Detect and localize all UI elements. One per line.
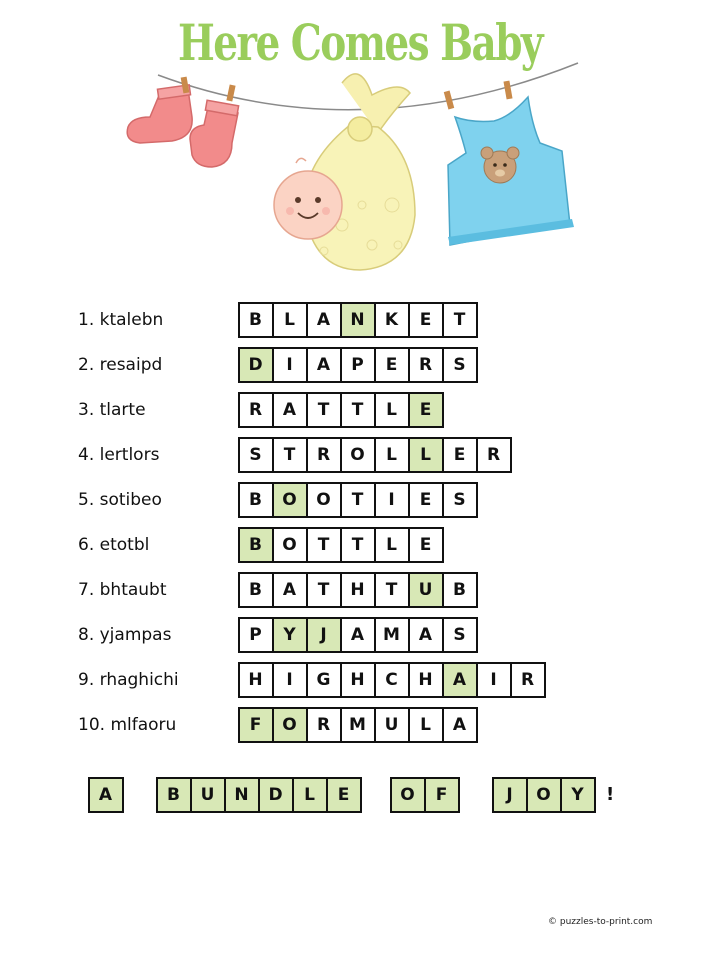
answer-punctuation: !: [606, 784, 615, 805]
letter-box[interactable]: S: [442, 617, 478, 653]
letter-box[interactable]: K: [374, 302, 410, 338]
letter-box[interactable]: T: [442, 302, 478, 338]
scrambled-word-clue: 1. ktalebn: [78, 310, 164, 330]
letter-box[interactable]: I: [476, 662, 512, 698]
letter-box[interactable]: A: [272, 572, 308, 608]
scrambled-word-clue: 6. etotbl: [78, 535, 150, 555]
letter-box[interactable]: L: [374, 392, 410, 428]
answer-letter-box[interactable]: F: [424, 777, 460, 813]
letter-box[interactable]: T: [340, 392, 376, 428]
scrambled-word-clue: 8. yjampas: [78, 625, 172, 645]
letter-box[interactable]: A: [272, 392, 308, 428]
answer-letter-box[interactable]: B: [156, 777, 192, 813]
letter-box[interactable]: I: [272, 347, 308, 383]
letter-box[interactable]: G: [306, 662, 342, 698]
letter-box[interactable]: A: [306, 302, 342, 338]
letter-box[interactable]: L: [374, 437, 410, 473]
letter-box[interactable]: E: [408, 302, 444, 338]
scrambled-word-clue: 5. sotibeo: [78, 490, 162, 510]
answer-letter-box[interactable]: U: [190, 777, 226, 813]
answer-boxes: [238, 617, 478, 653]
letter-box[interactable]: M: [374, 617, 410, 653]
highlighted-letter-box[interactable]: O: [272, 482, 308, 518]
letter-box[interactable]: T: [340, 527, 376, 563]
answer-letter-box[interactable]: A: [88, 777, 124, 813]
baby-clothesline-illustration: [110, 55, 610, 285]
scrambled-word-clue: 10. mlfaoru: [78, 715, 177, 735]
answer-word-1: [88, 777, 124, 813]
letter-box[interactable]: R: [476, 437, 512, 473]
letter-box[interactable]: T: [306, 572, 342, 608]
answer-word-2: [156, 777, 362, 813]
letter-box[interactable]: B: [442, 572, 478, 608]
page-title: Here Comes Baby: [177, 13, 543, 72]
answer-boxes: [238, 662, 546, 698]
site-credit: © puzzles-to-print.com: [548, 917, 653, 927]
answer-letter-box[interactable]: Y: [560, 777, 596, 813]
letter-box[interactable]: R: [408, 347, 444, 383]
letter-box[interactable]: O: [340, 437, 376, 473]
letter-box[interactable]: R: [306, 437, 342, 473]
answer-word-4: [492, 777, 596, 813]
answer-boxes: [238, 482, 478, 518]
letter-box[interactable]: S: [442, 347, 478, 383]
highlighted-letter-box[interactable]: F: [238, 707, 274, 743]
letter-box[interactable]: T: [306, 527, 342, 563]
letter-box[interactable]: B: [238, 302, 274, 338]
hidden-message: [88, 777, 648, 813]
letter-box[interactable]: E: [408, 527, 444, 563]
answer-boxes: [238, 302, 478, 338]
baby-shirt-icon: [444, 81, 574, 245]
socks-icon: [127, 77, 238, 167]
highlighted-letter-box[interactable]: J: [306, 617, 342, 653]
highlighted-letter-box[interactable]: O: [272, 707, 308, 743]
answer-boxes: [238, 572, 478, 608]
letter-box[interactable]: E: [374, 347, 410, 383]
letter-box[interactable]: A: [408, 617, 444, 653]
scrambled-word-clue: 3. tlarte: [78, 400, 146, 420]
answer-boxes: [238, 347, 478, 383]
letter-box[interactable]: T: [340, 482, 376, 518]
letter-box[interactable]: T: [374, 572, 410, 608]
answer-boxes: [238, 392, 444, 428]
letter-box[interactable]: B: [238, 482, 274, 518]
letter-box[interactable]: T: [272, 437, 308, 473]
scrambled-word-clue: 4. lertlors: [78, 445, 160, 465]
scrambled-word-clue: 9. rhaghichi: [78, 670, 179, 690]
letter-box[interactable]: H: [340, 572, 376, 608]
highlighted-letter-box[interactable]: A: [442, 662, 478, 698]
letter-box[interactable]: U: [374, 707, 410, 743]
letter-box[interactable]: C: [374, 662, 410, 698]
letter-box[interactable]: L: [408, 707, 444, 743]
answer-boxes: [238, 527, 444, 563]
letter-box[interactable]: R: [510, 662, 546, 698]
letter-box[interactable]: H: [340, 662, 376, 698]
answer-letter-box[interactable]: O: [390, 777, 426, 813]
answer-word-3: [390, 777, 460, 813]
highlighted-letter-box[interactable]: L: [408, 437, 444, 473]
highlighted-letter-box[interactable]: U: [408, 572, 444, 608]
highlighted-letter-box[interactable]: D: [238, 347, 274, 383]
answer-letter-box[interactable]: L: [292, 777, 328, 813]
highlighted-letter-box[interactable]: E: [408, 392, 444, 428]
letter-box[interactable]: S: [442, 482, 478, 518]
scrambled-word-clue: 2. resaipd: [78, 355, 163, 375]
letter-box[interactable]: R: [306, 707, 342, 743]
letter-box[interactable]: I: [272, 662, 308, 698]
letter-box[interactable]: I: [374, 482, 410, 518]
baby-bundle-icon: [274, 74, 415, 270]
letter-box[interactable]: S: [238, 437, 274, 473]
letter-box[interactable]: A: [306, 347, 342, 383]
letter-box[interactable]: H: [238, 662, 274, 698]
answer-letter-box[interactable]: O: [526, 777, 562, 813]
highlighted-letter-box[interactable]: Y: [272, 617, 308, 653]
letter-box[interactable]: M: [340, 707, 376, 743]
letter-box[interactable]: H: [408, 662, 444, 698]
answer-letter-box[interactable]: N: [224, 777, 260, 813]
letter-box[interactable]: B: [238, 572, 274, 608]
letter-box[interactable]: P: [340, 347, 376, 383]
answer-letter-box[interactable]: E: [326, 777, 362, 813]
highlighted-letter-box[interactable]: B: [238, 527, 274, 563]
letter-box[interactable]: O: [306, 482, 342, 518]
letter-box[interactable]: L: [272, 302, 308, 338]
answer-letter-box[interactable]: D: [258, 777, 294, 813]
highlighted-letter-box[interactable]: N: [340, 302, 376, 338]
answer-boxes: [238, 437, 512, 473]
answer-letter-box[interactable]: J: [492, 777, 528, 813]
answer-boxes: [238, 707, 478, 743]
letter-box[interactable]: A: [442, 707, 478, 743]
letter-box[interactable]: A: [340, 617, 376, 653]
scrambled-word-clue: 7. bhtaubt: [78, 580, 167, 600]
letter-box[interactable]: T: [306, 392, 342, 428]
letter-box[interactable]: O: [272, 527, 308, 563]
letter-box[interactable]: E: [442, 437, 478, 473]
letter-box[interactable]: P: [238, 617, 274, 653]
letter-box[interactable]: L: [374, 527, 410, 563]
letter-box[interactable]: R: [238, 392, 274, 428]
letter-box[interactable]: E: [408, 482, 444, 518]
